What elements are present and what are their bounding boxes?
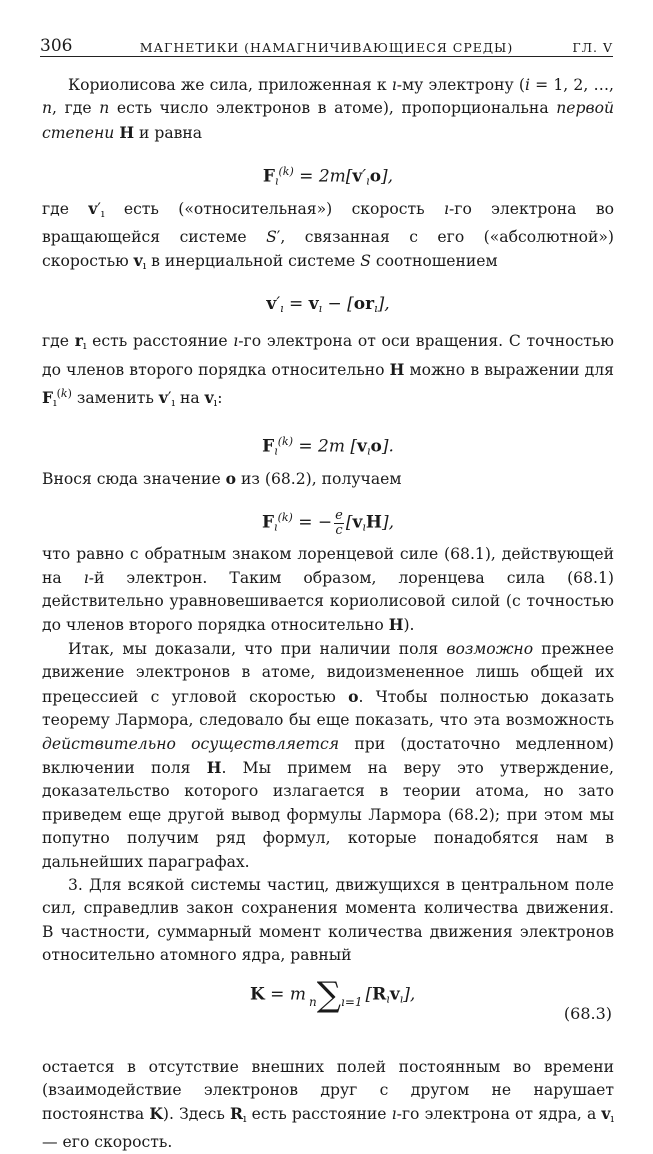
paragraph-distance: где $r_ı$ есть расстояние ı-го электрона от оси вращения. С точностью до членов второго порядка относительно H можно в выражении для $F_ı^{(k)}$ заменить $v'_ı$ на $v_ı$: <box>42 331 614 410</box>
page-number: 306 <box>40 36 73 56</box>
paragraph-coriolis: Кориолисова же сила, приложенная к ı-му электрону (i = 1, 2, …, n, где n есть число электронов в атоме), пропорциональна первой степени H и равна <box>42 76 615 142</box>
paragraph-larmor-theorem: Итак, мы доказали, что при наличии поля возможно прежнее движение электронов в атоме, видоизмененное лишь общей их прецессией с угловой скоростью o. Чтобы полностью доказать теорему Лармора, следовало бы еще показать, что эта возможность действительно осуществляется при (достаточно медленном) включении поля H. Мы примем на веру это утверждение, доказательство которого излагается в теории атома, но зато приведем еще другой вывод формулы Лармора (68.2); при этом мы попутно получим ряд формул, которые понадобятся нам в дальнейших параграфах. <box>42 639 614 871</box>
running-title: МАГНЕТИКИ (НАМАГНИЧИВАЮЩИЕСЯ СРЕДЫ) <box>139 40 514 55</box>
chapter-label: ГЛ. V <box>572 40 613 55</box>
summation-sign: n∑ı=1 <box>308 974 363 1015</box>
formula-coriolis-force: $F_ı^{(k)} = 2m[v'_ıo]$, <box>262 165 394 188</box>
formula-angular-momentum: K = m n∑ı=1 $[R_ıv_ı]$, (68.3) <box>42 976 614 1050</box>
formula-coriolis-approx: $F_ı^{(k)} = 2m$ $[v_ıo]$. <box>262 434 394 458</box>
paragraph-conservation: остается в отсутствие внешних полей постоянным во времени (взаимодействие электронов друг с другом не нарушает постоянства K). Здесь $R_ı$ есть расстояние ı-го электрона от ядра, а $v_ı$ — его скорость. <box>42 1057 615 1151</box>
formula-velocity-relation: $v'_ı = v_ı - [or_ı]$, <box>266 294 390 316</box>
page-body <box>42 74 614 1154</box>
equation-number: (68.3) <box>563 1003 612 1023</box>
paragraph-angular-momentum: 3. Для всякой системы частиц, движущихся в центральном поле сил, справедлив закон сохранения момента количества движения. В частности, суммарный момент количества движения электронов относительно атомного ядра, равный <box>42 875 614 965</box>
paragraph-relative-velocity: где $v'_ı$ есть («относительная») скорость ı-го электрона во вращающейся системе S′, связанная с его («абсолютной») скоростью $v_ı$ в инерциальной системе S соотношением <box>42 199 615 273</box>
running-header <box>40 30 613 57</box>
paragraph-lorentz-balance: что равно с обратным знаком лоренцевой силе (68.1), действующей на ı-й электрон. Таким образом, лоренцева сила (68.1) действительно уравновешивается кориолисовой силой (с точностью до членов второго порядка относительно H). <box>42 545 614 635</box>
formula-lorentz-equivalent: $F_ı^{(k)}$ = − $\frac{e}{c}$ $[v_ıH]$, <box>261 507 395 538</box>
paragraph-substitution: Внося сюда значение o из (68.2), получаем <box>42 468 402 488</box>
